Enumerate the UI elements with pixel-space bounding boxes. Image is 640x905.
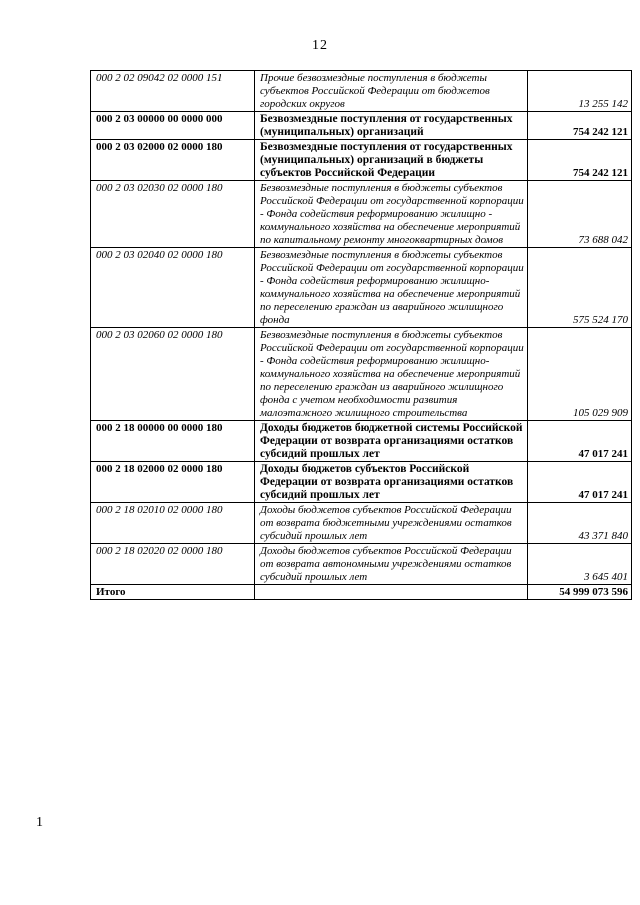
row-code: 000 2 03 02000 02 0000 180: [91, 140, 255, 181]
row-code: 000 2 02 09042 02 0000 151: [91, 71, 255, 112]
row-amount: 73 688 042: [528, 181, 632, 248]
row-code: 000 2 18 00000 00 0000 180: [91, 421, 255, 462]
table-row: [91, 181, 632, 248]
table-row: [91, 503, 632, 544]
row-amount: 43 371 840: [528, 503, 632, 544]
table-row: [91, 112, 632, 140]
row-code: 000 2 03 02060 02 0000 180: [91, 328, 255, 421]
table-row: [91, 328, 632, 421]
row-code: 000 2 18 02020 02 0000 180: [91, 544, 255, 585]
row-name: Безвозмездные поступления от государственных (муниципальных) организаций: [255, 112, 528, 140]
row-name: Безвозмездные поступления от государственных (муниципальных) организаций в бюджеты субъектов Российской Федерации: [255, 140, 528, 181]
row-amount: 105 029 909: [528, 328, 632, 421]
table-row: [91, 544, 632, 585]
row-code: 000 2 18 02000 02 0000 180: [91, 462, 255, 503]
margin-mark: 1: [36, 815, 43, 830]
table-row: [91, 421, 632, 462]
row-name: Доходы бюджетов субъектов Российской Федерации от возврата автономными учреждениями остатков субсидий прошлых лет: [255, 544, 528, 585]
row-amount: 3 645 401: [528, 544, 632, 585]
row-name: Прочие безвозмездные поступления в бюджеты субъектов Российской Федерации от бюджетов городских округов: [255, 71, 528, 112]
table-row: [91, 140, 632, 181]
total-label: Итого: [91, 585, 255, 600]
row-name: Безвозмездные поступления в бюджеты субъектов Российской Федерации от государственной корпорации - Фонда содействия реформированию жилищно - коммунального хозяйства на обеспечение мероприятий по капитальному ремонту многоквартирных домов: [255, 181, 528, 248]
row-name: Доходы бюджетов бюджетной системы Российской Федерации от возврата организациями остатков субсидий прошлых лет: [255, 421, 528, 462]
page-number: 12: [312, 38, 328, 53]
row-code: 000 2 03 00000 00 0000 000: [91, 112, 255, 140]
row-name: Доходы бюджетов субъектов Российской Федерации от возврата бюджетными учреждениями остатков субсидий прошлых лет: [255, 503, 528, 544]
revenue-table: [90, 70, 632, 600]
row-amount: 47 017 241: [528, 421, 632, 462]
row-name: Безвозмездные поступления в бюджеты субъектов Российской Федерации от государственной корпорации - Фонда содействия реформированию жилищно-коммунального хозяйства на обеспечение мероприятий по переселению граждан из аварийного жилищного фонда: [255, 248, 528, 328]
row-code: 000 2 03 02030 02 0000 180: [91, 181, 255, 248]
total-row: [91, 585, 632, 600]
row-amount: 47 017 241: [528, 462, 632, 503]
row-code: 000 2 03 02040 02 0000 180: [91, 248, 255, 328]
row-code: 000 2 18 02010 02 0000 180: [91, 503, 255, 544]
table-row: [91, 248, 632, 328]
row-amount: 754 242 121: [528, 140, 632, 181]
row-name: Доходы бюджетов субъектов Российской Федерации от возврата организациями остатков субсидий прошлых лет: [255, 462, 528, 503]
revenue-table-body: [91, 71, 632, 600]
row-name: Безвозмездные поступления в бюджеты субъектов Российской Федерации от государственной корпорации - Фонда содействия реформированию жилищно-коммунального хозяйства на обеспечение мероприятий по переселению граждан из аварийного жилищного фонда с учетом необходимости развития малоэтажного жилищного строительства: [255, 328, 528, 421]
row-amount: 575 524 170: [528, 248, 632, 328]
row-amount: 754 242 121: [528, 112, 632, 140]
row-amount: 13 255 142: [528, 71, 632, 112]
total-empty-cell: [255, 585, 528, 600]
table-row: [91, 71, 632, 112]
total-amount: 54 999 073 596: [528, 585, 632, 600]
table-row: [91, 462, 632, 503]
